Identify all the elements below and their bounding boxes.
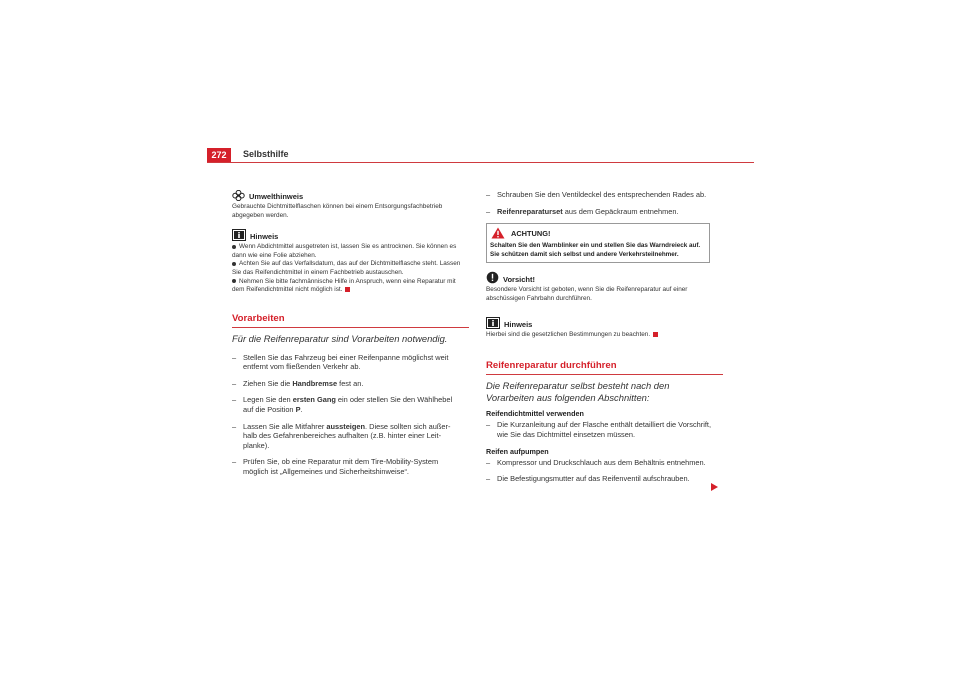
step-item: – Stellen Sie das Fahrzeug bei einer Reifenpanne möglichst weit entfernt vom fließenden Verkehr ab. — [232, 352, 449, 372]
exclamation-circle-icon — [486, 271, 499, 284]
achtung-text: Schalten Sie den Warnblinker ein und stellen Sie das Warndreieck auf. Sie schützen damit sich selbst und andere Verkehrsteilnehmer. — [490, 242, 701, 258]
flower-icon — [232, 190, 245, 201]
vorsicht-text: Besondere Vorsicht ist geboten, wenn Sie die Reifenreparatur auf einer abschüssigen Fahrbahn durchführen. — [486, 286, 688, 302]
achtung-box — [486, 223, 710, 263]
umwelt-note — [232, 190, 464, 220]
hinweis-bullet: Achten Sie auf das Verfallsdatum, das auf der Dichtmittelflasche steht. Lassen Sie das Reifendichtmittel in einem Fachbetrieb austauschen. — [232, 260, 461, 276]
section-title-vorarbeiten: Vorarbeiten — [232, 312, 285, 324]
step-item: – Prüfen Sie, ob eine Reparatur mit dem Tire-Mobility-System möglich ist „Allgemeines und Sicherheitshinweise“. — [232, 457, 439, 476]
vorsicht-heading: Vorsicht! — [503, 275, 535, 284]
hinweis-text-right: Hierbei sind die gesetzlichen Bestimmungen zu beachten. — [486, 331, 718, 340]
step-item: – Die Befestigungsmutter auf das Reifenventil aufschrauben. — [486, 474, 690, 484]
step-item: – Ziehen Sie die Handbremse fest an. — [232, 378, 364, 388]
step-item: – Lassen Sie alle Mitfahrer aussteigen. Diese sollten sich außer-halb des Gefahrenbereiches aufhalten (z.B. hinter einer Leit-planke). — [232, 421, 451, 450]
achtung-heading: ACHTUNG! — [511, 228, 551, 238]
step-item: – Kompressor und Druckschlauch aus dem Behältnis entnehmen. — [486, 457, 706, 467]
step-item: – Die Kurzanleitung auf der Flasche enthält detailliert die Vorschrift, wie Sie das Dichtmittel einsetzen müssen. — [486, 420, 712, 439]
info-book-icon — [232, 229, 246, 241]
hinweis-note-right — [486, 317, 718, 340]
subheading: Reifen aufpumpen — [486, 446, 549, 456]
warning-triangle-icon — [491, 227, 505, 239]
step-item: – Legen Sie den ersten Gang ein oder stellen Sie den Wählhebel auf die Position P. — [232, 395, 453, 414]
section-intro: Für die Reifenreparatur sind Vorarbeiten notwendig. — [232, 332, 448, 344]
vorarbeiten-section — [232, 313, 464, 477]
end-mark — [345, 287, 350, 292]
continue-arrow-icon — [711, 483, 718, 491]
page-number: 272 — [211, 150, 227, 160]
end-mark — [653, 332, 658, 337]
hinweis-note — [232, 229, 464, 295]
section-rule — [232, 327, 469, 328]
header-rule — [207, 162, 754, 163]
subheading: Reifendichtmittel verwenden — [486, 409, 584, 419]
left-column — [232, 190, 464, 483]
section-rule — [486, 374, 723, 375]
step-item: – Reifenreparaturset aus dem Gepäckraum entnehmen. — [486, 206, 679, 216]
right-column — [486, 190, 718, 491]
section-title-durchfuehren: Reifenreparatur durchführen — [486, 359, 617, 371]
chapter-title: Selbsthilfe — [243, 149, 289, 159]
hinweis-bullet: Wenn Abdichtmittel ausgetreten ist, lassen Sie es antrocknen. Sie können es dann wie eine Folie abziehen. — [232, 243, 457, 259]
section-intro: Die Reifenreparatur selbst besteht nach den Vorarbeiten aus folgenden Abschnitten: — [486, 379, 670, 403]
vorsicht-note — [486, 271, 718, 303]
hinweis-heading: Hinweis — [250, 232, 279, 242]
umwelt-heading: Umwelthinweis — [249, 192, 304, 201]
hinweis-heading-right: Hinweis — [504, 320, 533, 330]
hinweis-bullet: Nehmen Sie bitte fachmännische Hilfe in Anspruch, wenn eine Reparatur mit dem Reifendichtmittel nicht möglich ist. — [232, 277, 456, 294]
umwelt-text: Gebrauchte Dichtmittelflaschen können bei einem Entsorgungsfachbetrieb abgegeben werden. — [232, 203, 443, 219]
step-item: – Schrauben Sie den Ventildeckel des entsprechenden Rades ab. — [486, 190, 707, 199]
durchfuehren-section — [486, 360, 718, 484]
info-book-icon — [486, 317, 500, 329]
